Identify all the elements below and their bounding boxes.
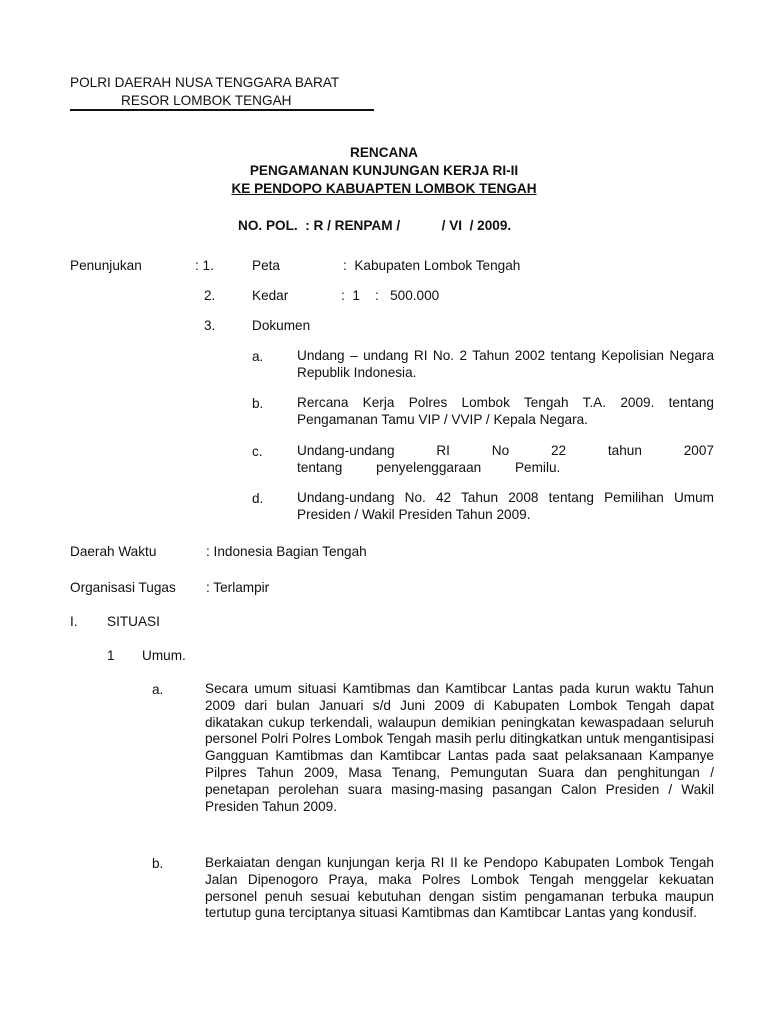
section-number: I. [70,614,78,629]
doc-d-mark: d. [252,491,264,506]
doc-b-mark: b. [252,396,264,411]
document-number: NO. POL. : R / RENPAM / / VI / 2009. [238,218,512,233]
doc-d-text: Undang-undang No. 42 Tahun 2008 tentang Pemilihan Umum Presiden / Wakil Presiden Tahun 2009. [297,490,714,522]
organisasi-value: : Terlampir [206,580,270,595]
header-line1: POLRI DAERAH NUSA TENGGARA BARAT [70,75,340,90]
header-underline [70,109,374,111]
paragraph-b-mark: b. [152,856,164,871]
paragraph-a-text: Secara umum situasi Kamtibmas dan Kamtibcar Lantas pada kurun waktu Tahun 2009 dari bulan Januari s/d Juni 2009 di Kabupaten Lombok Tengah dapat dikatakan cukup terkendali, walaupun demikian peningkatan kewaspadaan seluruh personel Polri Polres Lombok Tengah masih perlu ditingkatkan untuk mengantisipasi Gangguan Kamtibmas dan Kamtibcar Lantas pada saat pelaksanaan Kampanye Pilpres Tahun 2009, Masa Tenang, Pemungutan Suara dan penghitungan / penetapan perolehan suara masing-masing pasangan Calon Presiden / Wakil Presiden Tahun 2009. [205,681,714,814]
penunjukan-label: Penunjukan [70,258,142,273]
kedar-label: Kedar [252,288,289,303]
doc-c-mark: c. [252,444,263,459]
doc-a-mark: a. [252,349,264,364]
penunjukan-item1-num: : 1. [195,258,214,273]
doc-c-text: Undang-undang RI No 22 tahun 2007 tentang penyelenggaraan Pemilu. [297,443,714,475]
paragraph-a-mark: a. [152,682,164,697]
subsection-number: 1 [107,648,115,663]
daerah-waktu-label: Daerah Waktu [70,544,157,559]
daerah-waktu-value: : Indonesia Bagian Tengah [206,544,367,559]
subsection-title: Umum. [142,648,186,663]
paragraph-b-text: Berkaiatan dengan kunjungan kerja RI II ke Pendopo Kabupaten Lombok Tengah Jalan Dipenogoro Praya, maka Polres Lombok Tengah menggelar kekuatan personel penuh sesuai kebutuhan dengan sistim pengamanan terbuka maupun tertutup guna terciptanya situasi Kamtibmas dan Kamtibcar Lantas yang kondusif. [205,855,714,921]
peta-value: : Kabupaten Lombok Tengah [343,258,521,273]
peta-label: Peta [252,258,280,273]
section-title: SITUASI [107,614,160,629]
header-line2: RESOR LOMBOK TENGAH [121,93,292,108]
doc-b-text: Rercana Kerja Polres Lombok Tengah T.A. 2009. tentang Pengamanan Tamu VIP / VVIP / Kepala Negara. [297,395,714,427]
dokumen-label: Dokumen [252,318,311,333]
title-line1: RENCANA [350,145,418,160]
doc-a-text: Undang – undang RI No. 2 Tahun 2002 tentang Kepolisian Negara Republik Indonesia. [297,348,714,380]
organisasi-label: Organisasi Tugas [70,580,176,595]
title-line2: PENGAMANAN KUNJUNGAN KERJA RI-II [249,163,519,178]
title-line3: KE PENDOPO KABUAPTEN LOMBOK TENGAH [231,181,537,196]
kedar-value: : 1 : 500.000 [341,288,440,303]
penunjukan-item2-num: 2. [204,288,216,303]
penunjukan-item3-num: 3. [204,318,216,333]
